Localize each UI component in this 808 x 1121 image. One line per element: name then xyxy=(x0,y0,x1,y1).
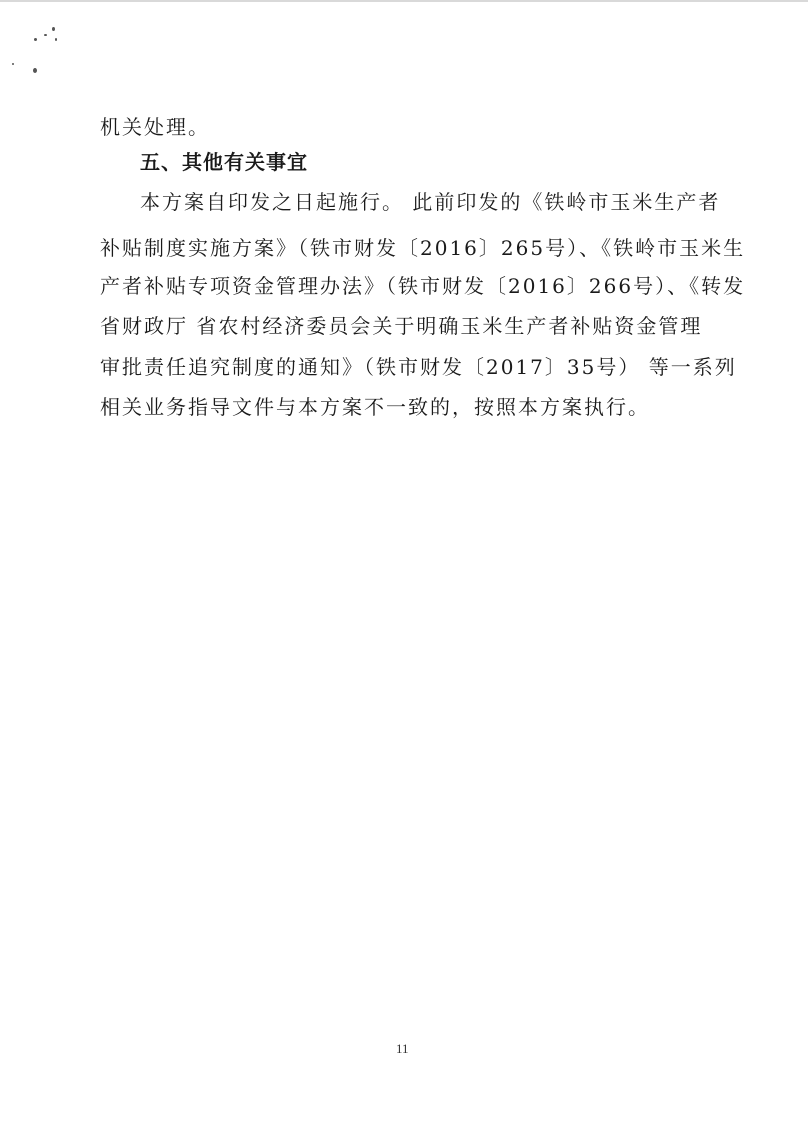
scan-speck xyxy=(52,27,55,31)
paragraph-line: 产者补贴专项资金管理办法》（铁市财发〔2016〕266号）、《转发 xyxy=(100,274,746,298)
scan-speck xyxy=(33,68,37,73)
section-heading: 五、其他有关事宜 xyxy=(140,150,308,174)
paragraph-line: 相关业务指导文件与本方案不一致的，按照本方案执行。 xyxy=(100,395,650,419)
paragraph-line: 省财政厅 省农村经济委员会关于明确玉米生产者补贴资金管理 xyxy=(100,314,703,338)
paragraph-line: 补贴制度实施方案》（铁市财发〔2016〕265号）、《铁岭市玉米生 xyxy=(100,236,746,260)
paragraph-line: 审批责任追究制度的通知》（铁市财发〔2017〕35号） 等一系列 xyxy=(100,355,737,379)
paragraph-line: 机关处理。 xyxy=(100,115,210,139)
scan-edge xyxy=(0,0,808,2)
scan-speck xyxy=(44,34,47,36)
scan-speck xyxy=(55,38,57,41)
paragraph-line: 本方案自印发之日起施行。 此前印发的《铁岭市玉米生产者 xyxy=(140,190,721,214)
page-number: 11 xyxy=(396,1041,409,1056)
scan-speck xyxy=(12,63,14,65)
scan-speck xyxy=(34,38,37,41)
